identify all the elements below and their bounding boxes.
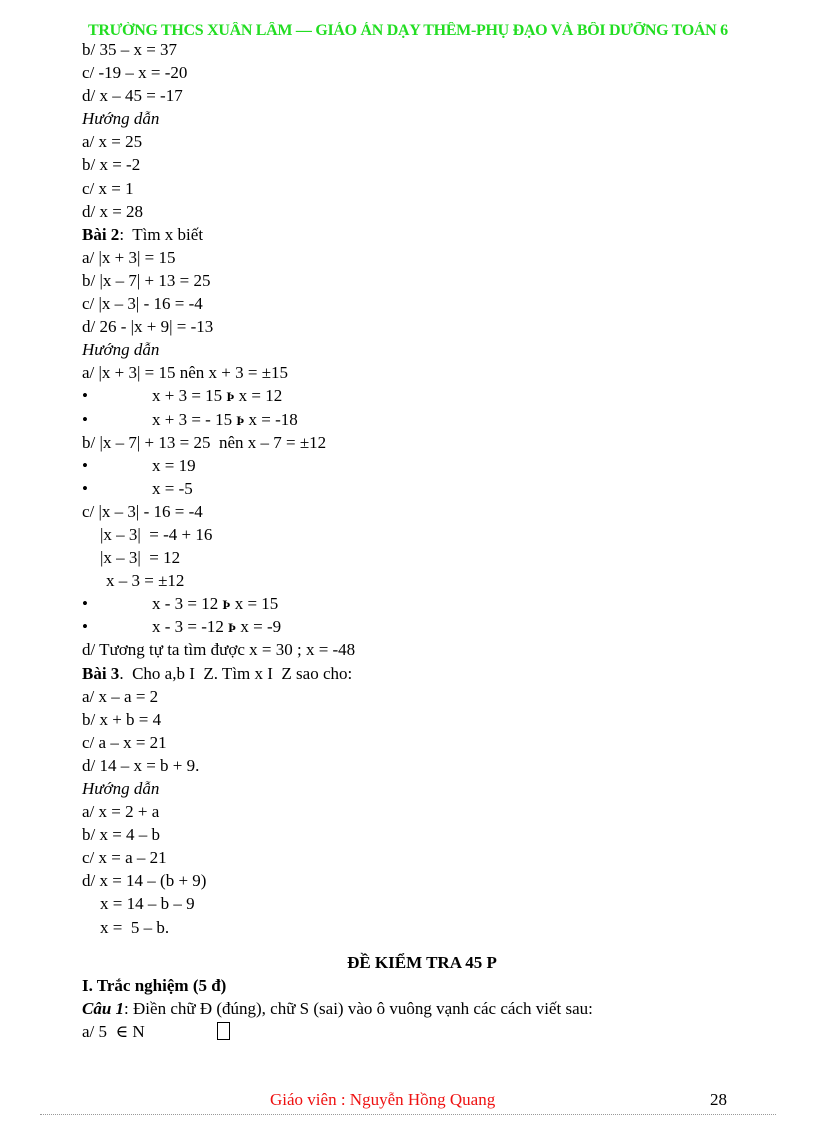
implies-arrow: Þ <box>222 597 231 613</box>
text-line: d/ x = 28 <box>82 201 144 221</box>
text-line: b/ x + b = 4 <box>82 709 162 729</box>
text-line: c/ |x – 3| - 16 = -4 <box>82 501 203 521</box>
bullet-text: x = 12 <box>234 386 283 406</box>
bullet-text: x - 3 = 12 <box>152 594 223 614</box>
bullet-text: x = 15 <box>230 594 279 614</box>
implies-arrow: Þ <box>228 620 237 636</box>
bullet-item <box>82 454 762 477</box>
bullet-dot: • <box>82 409 88 429</box>
answer-box[interactable] <box>217 1022 230 1040</box>
exercise-text: . Cho a,b I Z. Tìm x I Z sao cho: <box>119 663 353 683</box>
text-line: c/ x = 1 <box>82 178 134 198</box>
bullet-item <box>82 384 762 407</box>
text-line: b/ x = 4 – b <box>82 825 161 845</box>
text-line: b/ 35 – x = 37 <box>82 40 178 59</box>
text-line: d/ Tương tự ta tìm được x = 30 ; x = -48 <box>82 640 356 660</box>
header-text: TRƯỜNG THCS XUÂN LÂM — GIÁO ÁN DẠY THÊM-PHỤ ĐẠO VÀ BỒI DƯỠNG TOÁN 6 <box>88 22 728 39</box>
text-line: x = 5 – b. <box>100 917 170 937</box>
bullet-item <box>82 615 762 638</box>
text-line: d/ x – 45 = -17 <box>82 86 183 106</box>
bullet-dot: • <box>82 455 88 475</box>
bullet-dot: • <box>82 617 88 637</box>
question-line <box>82 997 762 1020</box>
exercise-heading <box>82 662 762 685</box>
exercise-heading <box>82 223 762 246</box>
page-number: 28 <box>710 1090 727 1109</box>
text-line: b/ |x – 7| + 13 = 25 <box>82 270 211 290</box>
text-line: c/ -19 – x = -20 <box>82 63 188 83</box>
text-line: |x – 3| = -4 + 16 <box>100 524 213 544</box>
bullet-text: x = -9 <box>236 617 282 637</box>
bullet-text: x + 3 = - 15 <box>152 409 237 429</box>
text-line: d/ x = 14 – (b + 9) <box>82 871 207 891</box>
text-line: a/ x = 25 <box>82 132 143 152</box>
guide-heading: Hướng dẫn <box>82 340 160 360</box>
question-label: Câu 1 <box>82 998 125 1018</box>
test-title: ĐỀ KIỂM TRA 45 P <box>347 952 497 972</box>
text-line: c/ |x – 3| - 16 = -4 <box>82 294 203 314</box>
implies-arrow: Þ <box>226 389 235 405</box>
bullet-text: x + 3 = 15 <box>152 386 227 406</box>
guide-heading: Hướng dẫn <box>82 779 160 798</box>
text-line: |x – 3| = 12 <box>100 548 181 568</box>
bullet-dot: • <box>82 386 88 406</box>
footer-divider <box>40 1114 776 1115</box>
exercise-label: Bài 2 <box>82 224 120 244</box>
text-line: a/ x = 2 + a <box>82 802 160 822</box>
teacher-name: Giáo viên : Nguyễn Hồng Quang <box>270 1090 496 1109</box>
page-footer <box>0 1090 816 1110</box>
bullet-item <box>82 477 762 500</box>
implies-arrow: Þ <box>236 412 245 428</box>
text-line: b/ |x – 7| + 13 = 25 nên x – 7 = ±12 <box>82 432 327 452</box>
section-heading: I. Trắc nghiệm (5 đ) <box>82 975 227 995</box>
answer-line <box>82 1020 762 1043</box>
bullet-text: x = -5 <box>152 478 193 498</box>
text-line: d/ 14 – x = b + 9. <box>82 755 200 775</box>
bullet-dot: • <box>82 478 88 498</box>
bullet-item <box>82 408 762 431</box>
text-line: x – 3 = ±12 <box>106 571 185 591</box>
text-line: c/ x = a – 21 <box>82 848 167 868</box>
guide-heading: Hướng dẫn <box>82 109 160 129</box>
text-line: a/ x – a = 2 <box>82 686 159 706</box>
text-line: a/ |x + 3| = 15 <box>82 247 176 267</box>
answer-text: a/ 5 ∈ N <box>82 1021 145 1041</box>
bullet-item <box>82 592 762 615</box>
bullet-dot: • <box>82 594 88 614</box>
bullet-text: x - 3 = -12 <box>152 617 229 637</box>
text-line: b/ x = -2 <box>82 155 141 175</box>
document-body <box>82 38 762 1043</box>
exercise-text: : Tìm x biết <box>119 224 204 244</box>
bullet-text: x = 19 <box>152 455 196 475</box>
question-text: : Điền chữ Đ (đúng), chữ S (sai) vào ô vuông vạnh các cách viết sau: <box>124 998 593 1018</box>
text-line: d/ 26 - |x + 9| = -13 <box>82 317 214 337</box>
text-line: a/ |x + 3| = 15 nên x + 3 = ±15 <box>82 363 289 383</box>
text-line: x = 14 – b – 9 <box>100 894 195 914</box>
bullet-text: x = -18 <box>244 409 298 429</box>
text-line: c/ a – x = 21 <box>82 732 167 752</box>
exercise-label: Bài 3 <box>82 663 120 683</box>
